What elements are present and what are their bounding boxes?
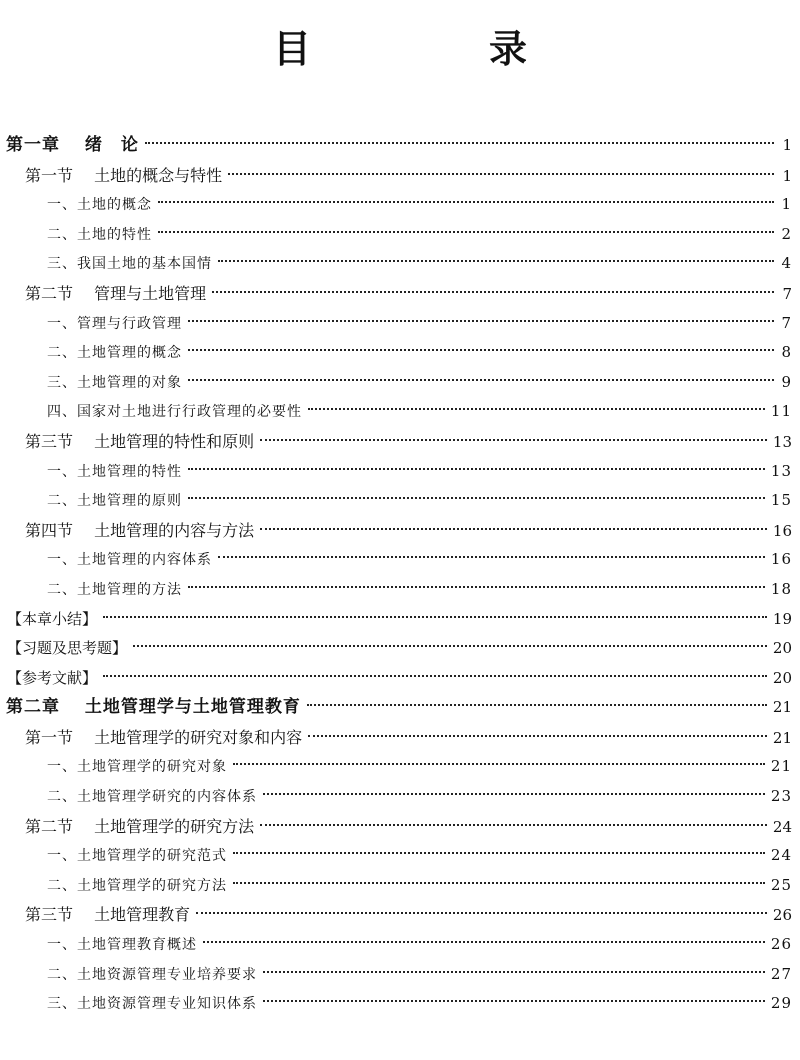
toc-item-entry[interactable] [0,190,800,220]
toc-entry-page-number: 20 [772,668,792,687]
toc-item-entry[interactable] [0,545,800,575]
toc-item-entry[interactable] [0,220,800,250]
toc-entry-page-number: 20 [772,639,792,658]
toc-entry-label: 二、土地管理的方法 [47,581,182,598]
toc-entry-label: 二、土地管理学的研究方法 [47,877,227,894]
toc-entry-label: 三、土地管理的对象 [47,374,182,391]
page-title: 目 录 [272,27,597,71]
toc-item-entry[interactable] [0,930,800,960]
toc-section-entry[interactable] [0,279,800,309]
toc-item-entry[interactable] [0,486,800,516]
dot-leader [188,349,774,351]
toc-extra-entry[interactable] [0,605,800,635]
toc-entry-page-number: 16 [770,550,792,569]
toc-entry-label: 三、我国土地的基本国情 [47,256,212,273]
toc-section-entry[interactable] [0,161,800,191]
toc-entry-page-number: 29 [770,994,792,1013]
toc-entry-label: 三、土地资源管理专业知识体系 [47,996,257,1013]
toc-entry-page-number: 21 [772,698,792,717]
toc-section-entry[interactable] [0,812,800,842]
toc-entry-page-number: 2 [781,224,792,243]
dot-leader [188,320,774,322]
toc-item-entry[interactable] [0,309,800,339]
dot-leader [308,408,765,410]
dot-leader [103,675,767,677]
toc-entry-label: 一、土地的概念 [47,197,152,214]
toc-entry-label: 四、国家对土地进行行政管理的必要性 [47,404,302,421]
toc-entry-page-number: 13 [770,461,792,480]
toc-extra-entry[interactable] [0,664,800,694]
toc-entry-page-number: 21 [772,728,792,747]
toc-entry-label: 第一节 土地的概念与特性 [25,165,223,185]
toc-entry-label: 一、土地管理学的研究对象 [47,759,227,776]
toc-entry-page-number: 26 [770,935,792,954]
dot-leader [133,645,767,647]
toc-entry-label: 第三节 土地管理的特性和原则 [25,431,255,451]
toc-section-entry[interactable] [0,516,800,546]
toc-entry-page-number: 27 [770,964,792,983]
toc-item-entry[interactable] [0,752,800,782]
toc-entry-label: 第一节 土地管理学的研究对象和内容 [25,727,303,747]
toc-chapter-entry[interactable] [0,693,800,723]
table-of-contents [0,131,800,1019]
toc-entry-page-number: 16 [772,521,792,540]
toc-item-entry[interactable] [0,368,800,398]
toc-section-entry[interactable] [0,427,800,457]
toc-section-entry[interactable] [0,723,800,753]
toc-entry-page-number: 23 [770,787,792,806]
dot-leader [233,763,765,765]
dot-leader [145,142,774,144]
dot-leader [260,824,767,826]
dot-leader [307,704,767,706]
toc-entry-label: 第二节 土地管理学的研究方法 [25,816,255,836]
dot-leader [188,468,765,470]
toc-item-entry[interactable] [0,841,800,871]
toc-entry-page-number: 21 [770,757,792,776]
toc-entry-page-number: 1 [782,136,792,154]
toc-entry-label: 一、土地管理的特性 [47,463,182,480]
toc-item-entry[interactable] [0,338,800,368]
toc-entry-page-number: 1 [781,195,792,214]
toc-item-entry[interactable] [0,782,800,812]
toc-entry-label: 二、土地管理学研究的内容体系 [47,789,257,806]
toc-item-entry[interactable] [0,989,800,1019]
toc-item-entry[interactable] [0,397,800,427]
toc-item-entry[interactable] [0,960,800,990]
toc-entry-label: 【参考文献】 [7,668,98,687]
toc-entry-page-number: 18 [770,579,792,598]
dot-leader [218,556,765,558]
toc-entry-label: 【本章小结】 [7,609,98,628]
toc-entry-label: 第一章 绪 论 [6,135,139,155]
toc-entry-page-number: 24 [772,817,792,836]
toc-entry-page-number: 9 [781,372,792,391]
toc-entry-label: 第三节 土地管理教育 [25,905,191,925]
dot-leader [260,439,767,441]
toc-entry-page-number: 13 [772,432,792,451]
toc-entry-page-number: 4 [781,254,792,273]
dot-leader [158,201,774,203]
toc-entry-page-number: 26 [772,906,792,925]
toc-entry-label: 二、土地的特性 [47,226,152,243]
toc-entry-label: 第四节 土地管理的内容与方法 [25,520,255,540]
dot-leader [260,528,767,530]
toc-entry-page-number: 7 [781,313,792,332]
toc-entry-page-number: 8 [781,343,792,362]
dot-leader [188,586,765,588]
toc-extra-entry[interactable] [0,634,800,664]
toc-entry-label: 第二节 管理与土地管理 [25,283,207,303]
toc-section-entry[interactable] [0,900,800,930]
dot-leader [228,173,774,175]
toc-entry-label: 二、土地资源管理专业培养要求 [47,966,257,983]
toc-entry-page-number: 11 [770,402,792,421]
toc-entry-label: 一、土地管理的内容体系 [47,552,212,569]
toc-item-entry[interactable] [0,575,800,605]
toc-entry-label: 一、土地管理教育概述 [47,937,197,954]
toc-item-entry[interactable] [0,871,800,901]
dot-leader [308,735,767,737]
dot-leader [212,291,774,293]
dot-leader [188,497,765,499]
toc-entry-label: 二、土地管理的概念 [47,345,182,362]
toc-entry-page-number: 15 [770,491,792,510]
dot-leader [233,882,765,884]
toc-item-entry[interactable] [0,457,800,487]
toc-entry-page-number: 19 [772,609,792,628]
dot-leader [203,941,765,943]
toc-entry-label: 一、管理与行政管理 [47,315,182,332]
toc-item-entry[interactable] [0,249,800,279]
toc-entry-label: 二、土地管理的原则 [47,493,182,510]
toc-entry-label: 第二章 土地管理学与土地管理教育 [6,697,301,718]
toc-entry-page-number: 24 [770,846,792,865]
dot-leader [263,1000,765,1002]
dot-leader [233,852,765,854]
dot-leader [263,971,765,973]
dot-leader [188,379,774,381]
toc-entry-page-number: 25 [770,875,792,894]
dot-leader [103,616,767,618]
toc-chapter-entry[interactable] [0,131,800,161]
dot-leader [218,260,774,262]
toc-entry-page-number: 1 [782,166,792,185]
toc-entry-label: 一、土地管理学的研究范式 [47,848,227,865]
dot-leader [196,912,767,914]
toc-entry-page-number: 7 [782,284,792,303]
dot-leader [263,793,765,795]
toc-entry-label: 【习题及思考题】 [7,639,128,658]
dot-leader [158,231,774,233]
